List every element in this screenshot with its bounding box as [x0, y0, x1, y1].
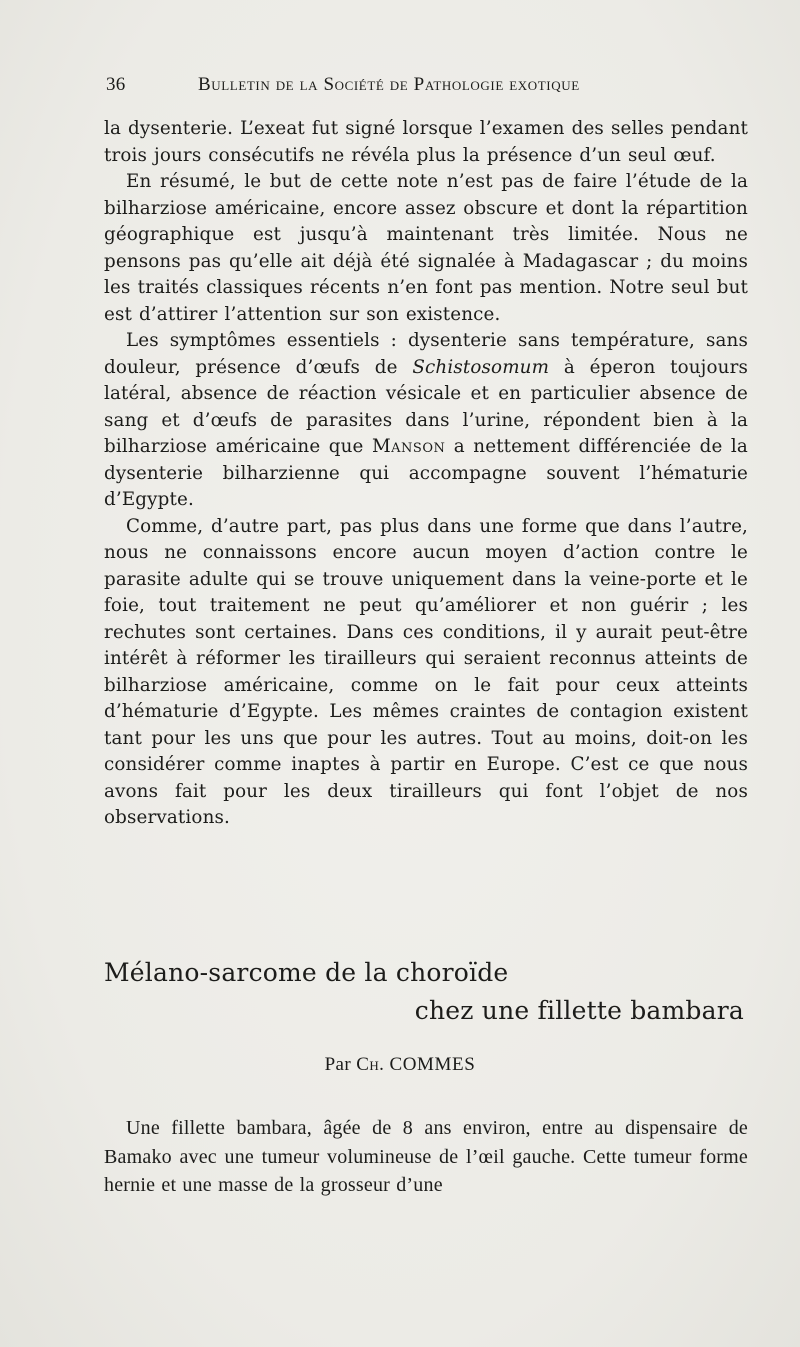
page-number: 36 [106, 74, 126, 95]
running-title: Bulletin de la Société de Pathologie exotique [198, 74, 580, 95]
author-name: Manson [371, 436, 446, 457]
paragraph-2: En résumé, le but de cette note n’est pas de faire l’étude de la bilharziose américaine, encore assez obscure et dont la répartition géographique est jusqu’à maintenant très limitée. Nous ne pensons pas qu’elle ait déjà été signalée à Madagascar ; du moins les traités classiques récents n’en font pas mention. Notre seul but est d’attirer l’attention sur son existence. [104, 171, 748, 325]
running-head [106, 74, 746, 98]
article-title-line-1: Mélano-sarcome de la choroïde [104, 958, 509, 987]
paragraph-4: Comme, d’autre part, pas plus dans une forme que dans l’autre, nous ne connaissons encore aucun moyen d’action contre le parasite adulte qui se trouve uniquement dans la veine-porte et le foie, tout traitement ne peut qu’améliorer et non guérir ; les rechutes sont certaines. Dans ces conditions, il y aurait peut-être intérêt à réformer les tirailleurs qui seraient reconnus atteints de bilharziose américaine, comme on le fait pour ceux atteints d’hématurie d’Egypte. Les mêmes craintes de contagion existent tant pour les uns que pour les autres. Tout au moins, doit-on les considérer comme inaptes à partir en Europe. C’est ce que nous avons fait pour les deux tirailleurs qui font l’objet de nos observations. [104, 515, 748, 828]
paragraph-3-text-b: à éperon toujours latéral, absence de réaction vésicale et en particulier absence de sang et d’œufs de parasites dans l’urine, répondent bien à la bilharziose américaine que [104, 356, 749, 457]
genus-name: Schistosomum [412, 356, 550, 378]
upper-text-block [104, 116, 748, 832]
byline-author: COMMES [389, 1054, 476, 1075]
paragraph-3-text-a: Les symptômes essentiels : dysenterie sans température, sans douleur, présence d’œufs de [104, 330, 748, 378]
paragraph-1: la dysenterie. L’exeat fut signé lorsque l’examen des selles pendant trois jours consécutifs ne révéla plus la présence d’un seul œuf. [104, 118, 748, 166]
byline [0, 1054, 800, 1076]
paragraph-3-text-c: a nettement différenciée de la dysenterie bilharzienne qui accompagne souvent l’hématurie d’Egypte. [104, 436, 748, 510]
paragraph-3 [104, 328, 748, 514]
article-opening-paragraph: Une fillette bambara, âgée de 8 ans environ, entre au dispensaire de Bamako avec une tumeur volumineuse de l’œil gauche. Cette tumeur forme hernie et une masse de la grosseur d’une [104, 1117, 748, 1196]
byline-prefix: Par [324, 1054, 352, 1075]
byline-initial: Ch. [356, 1054, 385, 1075]
article-body [104, 1114, 748, 1200]
article-title-line-2: chez une fillette bambara [414, 996, 744, 1025]
